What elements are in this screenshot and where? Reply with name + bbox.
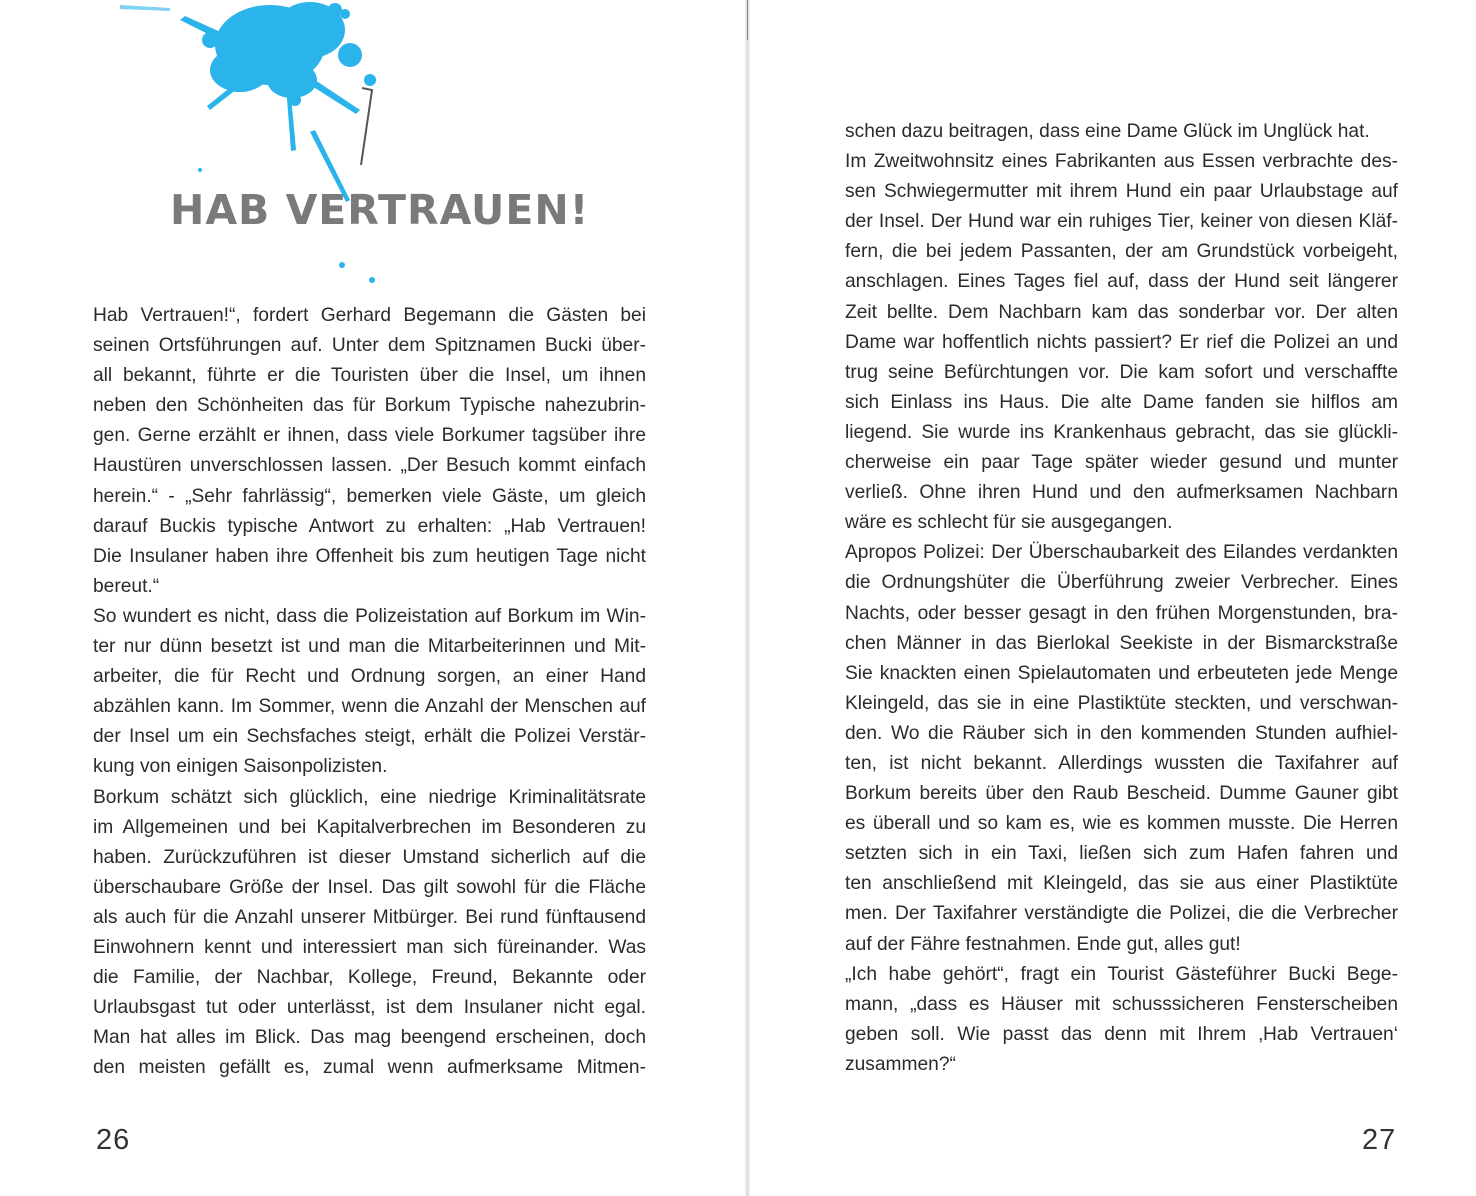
text-line: zusammen?“ <box>845 1053 956 1075</box>
text-line: haben. Zurückzuführen ist dieser Umstand sicherlich auf die <box>93 846 646 868</box>
text-line: mann, „dass es Häuser mit schusssicheren Fensterscheiben <box>845 993 1398 1015</box>
text-line: gen. Gerne erzählt er ihnen, dass viele Borkumer tagsüber ihre <box>93 425 646 447</box>
text-line: chen Männer in das Bierlokal Seekiste in der Bismarckstraße <box>845 632 1398 654</box>
text-line: darauf Buckis typische Antwort zu erhalten: „Hab Vertrauen! <box>93 515 646 537</box>
chapter-title: HAB VERTRAUEN! <box>170 186 590 234</box>
text-line: wäre es schlecht für sie ausgegangen. <box>845 512 1173 534</box>
text-line: all bekannt, führte er die Touristen über die Insel, um ihnen <box>93 365 646 387</box>
text-line: Haustüren unverschlossen lassen. „Der Besuch kommt einfach <box>93 455 646 477</box>
text-line: cherweise ein paar Tage später wieder gesund und munter <box>845 452 1398 474</box>
text-line: als auch für die Anzahl unserer Mitbürger. Bei rund fünftausend <box>93 906 646 928</box>
text-line: trug seine Befürchtungen vor. Die kam sofort und verschaffte <box>845 361 1398 383</box>
text-line: fern, die bei jedem Passanten, der am Grundstück vorbeigeht, <box>845 241 1398 263</box>
text-line: der Insel. Der Hund war ein ruhiges Tier, keiner von diesen Kläf- <box>845 211 1398 233</box>
text-line: Zeit bellte. Dem Nachbarn kam das sonderbar vor. Der alten <box>845 301 1398 323</box>
text-line: herein.“ - „Sehr fahrlässig“, bemerken viele Gäste, um gleich <box>93 485 646 507</box>
text-line: Die Insulaner haben ihre Offenheit bis zum heutigen Tage nicht <box>93 545 646 567</box>
text-line: Dame war hoffentlich nichts passiert? Er rief die Polizei an und <box>845 331 1398 353</box>
text-line: ter nur dünn besetzt ist und man die Mitarbeiterinnen und Mit- <box>93 636 646 658</box>
text-line: überschaubare Größe der Insel. Das gilt sowohl für die Fläche <box>93 876 646 898</box>
text-line: ten, ist nicht bekannt. Allerdings wussten die Taxifahrer auf <box>845 752 1398 774</box>
paint-splash-icon <box>60 0 420 300</box>
text-line: men. Der Taxifahrer verständigte die Polizei, die die Verbrecher <box>845 903 1398 925</box>
text-line: Sie knackten einen Spielautomaten und erbeuteten jede Menge <box>845 662 1398 684</box>
text-line: Borkum bereits über den Raub Bescheid. Dumme Gauner gibt <box>845 783 1398 805</box>
text-line: arbeiter, die für Recht und Ordnung sorgen, an einer Hand <box>93 666 646 688</box>
text-line: neben den Schönheiten das für Borkum Typische nahezubrin- <box>93 395 646 417</box>
text-line: den. Wo die Räuber sich in den kommenden Stunden aufhiel- <box>845 722 1398 744</box>
text-line: im Allgemeinen und bei Kapitalverbrechen im Besonderen zu <box>93 816 646 838</box>
text-line: Einwohnern kennt und interessiert man sich füreinander. Was <box>93 936 646 958</box>
text-line: bereut.“ <box>93 575 160 597</box>
text-line: sich Einlass ins Haus. Die alte Dame fanden sie hilflos am <box>845 391 1398 413</box>
text-line: der Insel um ein Sechsfaches steigt, erhält die Polizei Verstär- <box>93 726 646 748</box>
text-line: schen dazu beitragen, dass eine Dame Glück im Unglück hat. <box>845 121 1370 142</box>
text-line: kung von einigen Saisonpolizisten. <box>93 756 388 778</box>
text-line: Urlaubsgast tut oder unterlässt, ist dem Insulaner nicht egal. <box>93 997 646 1019</box>
text-line: abzählen kann. Im Sommer, wenn die Anzahl der Menschen auf <box>93 696 646 718</box>
text-line: auf der Fähre festnahmen. Ende gut, alles gut! <box>845 933 1241 955</box>
text-line: geben soll. Wie passt das denn mit Ihrem ‚Hab Vertrauen‘ <box>845 1023 1398 1045</box>
right-page <box>750 0 1476 1196</box>
text-line: sen Schwiegermutter mit ihrem Hund ein paar Urlaubstage auf <box>845 181 1398 203</box>
text-line: die Familie, der Nachbar, Kollege, Freund, Bekannte oder <box>93 967 646 989</box>
text-line: Man hat alles im Blick. Das mag beengend erscheinen, doch <box>93 1027 646 1049</box>
text-line: So wundert es nicht, dass die Polizeistation auf Borkum im Win- <box>93 605 646 627</box>
gutter-crease <box>747 0 748 40</box>
text-line: Apropos Polizei: Der Überschaubarkeit des Eilandes verdankten <box>845 542 1398 564</box>
text-line: Im Zweitwohnsitz eines Fabrikanten aus Essen verbrachte des- <box>845 151 1398 173</box>
text-line: Hab Vertrauen!“, fordert Gerhard Begemann die Gästen bei <box>93 305 646 326</box>
page-number-left: 26 <box>96 1124 131 1156</box>
text-line: es überall und so kam es, wie es kommen musste. Die Herren <box>845 813 1398 835</box>
text-line: Nachts, oder besser gesagt in den frühen Morgenstunden, bra- <box>845 602 1398 624</box>
text-line: Borkum schätzt sich glücklich, eine niedrige Kriminalitätsrate <box>93 786 646 808</box>
text-line: seinen Ortsführungen auf. Unter dem Spitznamen Bucki über- <box>93 335 646 357</box>
text-line: setzten sich in ein Taxi, ließen sich zum Hafen fahren und <box>845 843 1398 865</box>
page-number-right: 27 <box>1362 1124 1397 1156</box>
left-page-body-text <box>93 301 646 1083</box>
text-line: Kleingeld, das sie in eine Plastiktüte steckten, und verschwan- <box>845 692 1398 714</box>
text-line: ten anschließend mit Kleingeld, das sie aus einer Plastiktüte <box>845 873 1398 895</box>
text-line: verließ. Ohne ihren Hund und den aufmerksamen Nachbarn <box>845 482 1398 504</box>
text-line: den meisten gefällt es, zumal wenn aufmerksame Mitmen- <box>93 1057 646 1079</box>
text-line: liegend. Sie wurde ins Krankenhaus gebracht, das sie glückli- <box>845 421 1398 443</box>
right-page-body-text <box>845 117 1398 1080</box>
text-line: anschlagen. Eines Tages fiel auf, dass der Hund seit längerer <box>845 271 1398 293</box>
text-line: die Ordnungshüter die Überführung zweier Verbrecher. Eines <box>845 572 1398 594</box>
text-line: „Ich habe gehört“, fragt ein Tourist Gästeführer Bucki Bege- <box>845 963 1398 985</box>
